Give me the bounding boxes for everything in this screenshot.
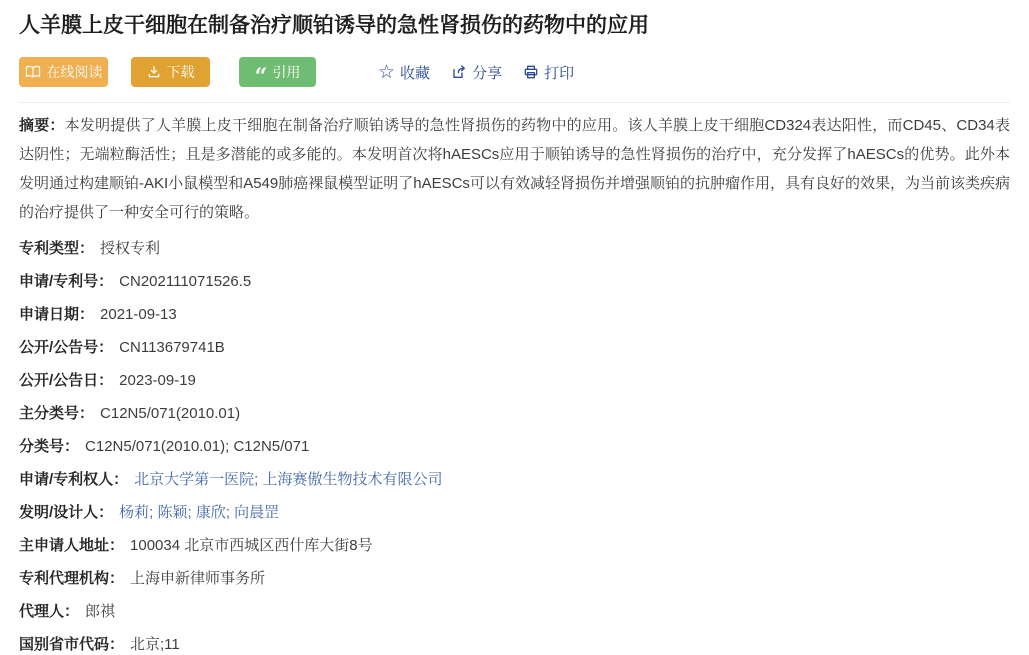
print-link[interactable] (523, 62, 574, 83)
field-label: 申请/专利号： (19, 273, 114, 290)
share-label: 分享 (472, 64, 503, 82)
abstract-paragraph (19, 111, 1010, 227)
field-label: 发明/设计人： (19, 504, 114, 521)
star-icon: ☆ (378, 61, 396, 83)
field-publication-number (19, 338, 1010, 358)
field-applicant-address (19, 536, 1010, 556)
page-title: 人羊膜上皮干细胞在制备治疗顺铂诱导的急性肾损伤的药物中的应用 (19, 14, 649, 37)
printer-icon (523, 64, 539, 80)
field-label: 分类号： (19, 438, 80, 455)
field-value: C12N5/071(2010.01) (100, 405, 241, 422)
field-value: CN202111071526.5 (119, 273, 252, 290)
field-label: 国别省市代码： (19, 636, 125, 653)
field-label: 代理人： (19, 603, 80, 620)
field-value: 上海申新律师事务所 (130, 570, 266, 587)
applicants-links[interactable]: 北京大学第一医院; 上海赛傲生物技术有限公司 (134, 471, 443, 488)
divider (19, 102, 1010, 103)
print-label: 打印 (544, 64, 575, 82)
field-applicants (19, 470, 1010, 490)
field-value: 2021-09-13 (100, 306, 177, 323)
field-value: 授权专利 (100, 240, 161, 257)
field-label: 申请/专利权人： (19, 471, 129, 488)
field-value: 2023-09-19 (119, 372, 196, 389)
field-label: 专利类型： (19, 240, 95, 257)
field-label: 申请日期： (19, 306, 95, 323)
field-value: 北京;11 (130, 636, 180, 653)
field-agency (19, 569, 1010, 589)
cite-label: 引用 (272, 64, 301, 80)
abstract-label: 摘要： (19, 117, 65, 134)
download-button[interactable] (131, 57, 210, 87)
field-label: 专利代理机构： (19, 570, 125, 587)
field-label: 主申请人地址： (19, 537, 125, 554)
read-online-label: 在线阅读 (46, 64, 103, 80)
favorite-link[interactable] (378, 62, 430, 83)
field-patent-type (19, 239, 1010, 259)
download-label: 下载 (166, 64, 195, 80)
quote-icon: “ (254, 64, 268, 90)
inventors-links[interactable]: 杨莉; 陈颖; 康欣; 向晨罡 (119, 504, 280, 521)
field-main-classification (19, 404, 1010, 424)
cite-button[interactable] (239, 57, 316, 90)
field-value: C12N5/071(2010.01); C12N5/071 (85, 438, 310, 455)
field-label: 公开/公告号： (19, 339, 114, 356)
field-value: CN113679741B (119, 339, 225, 356)
field-value: 100034 北京市西城区西什库大街8号 (130, 537, 373, 554)
share-icon (451, 64, 467, 80)
field-application-number (19, 272, 1010, 292)
field-publication-date (19, 371, 1010, 391)
fields-list (19, 239, 1010, 655)
field-value: 郎祺 (85, 603, 116, 620)
share-link[interactable] (451, 62, 502, 83)
open-book-icon (25, 65, 41, 79)
field-region-code (19, 635, 1010, 655)
field-inventors (19, 503, 1010, 523)
field-application-date (19, 305, 1010, 325)
favorite-label: 收藏 (400, 64, 431, 82)
download-icon (147, 65, 161, 79)
field-classification (19, 437, 1010, 457)
actions-toolbar (19, 57, 1010, 90)
abstract-text: 本发明提供了人羊膜上皮干细胞在制备治疗顺铂诱导的急性肾损伤的药物中的应用。该人羊膜上皮干细胞CD324表达阳性，而CD45、CD34表达阴性；无端粒酶活性；且是多潜能的或多能的。本发明首次将hAESCs应用于顺铂诱导的急性肾损伤的治疗中，充分发挥了hAESCs的优势。此外本发明通过构建顺铂-AKI小鼠模型和A549肺癌裸鼠模型证明了hAESCs可以有效减轻肾损伤并增强顺铂的抗肿瘤作用，具有良好的效果，为当前该类疾病的治疗提供了一种安全可行的策略。 (19, 117, 1010, 221)
field-label: 主分类号： (19, 405, 95, 422)
read-online-button[interactable] (19, 57, 108, 87)
field-agent (19, 602, 1010, 622)
field-label: 公开/公告日： (19, 372, 114, 389)
